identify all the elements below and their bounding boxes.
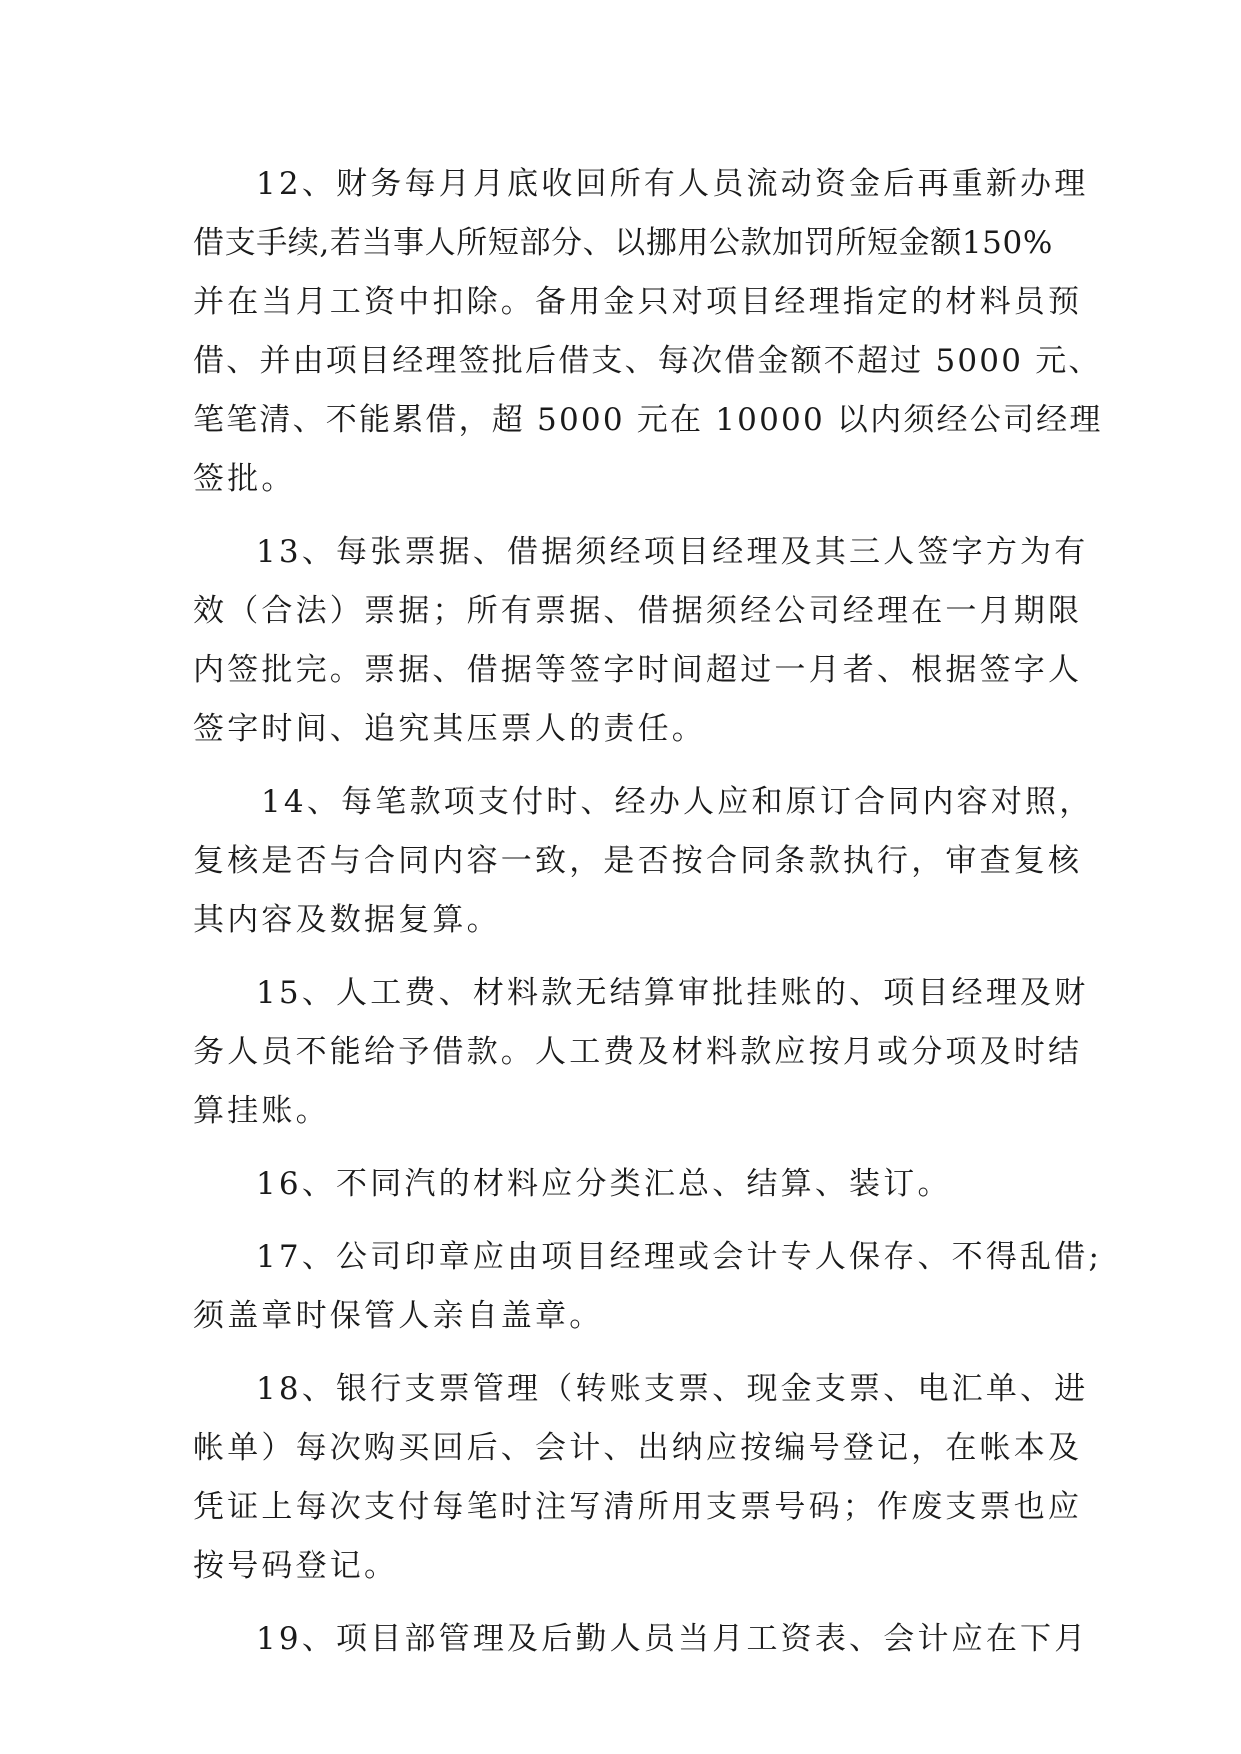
paragraph-13 xyxy=(193,523,1089,759)
paragraph-line: 并在当月工资中扣除。备用金只对项目经理指定的材料员预 xyxy=(193,284,1083,320)
paragraph-line: 按号码登记。 xyxy=(193,1548,399,1584)
paragraph-line: 15、人工费、材料款无结算审批挂账的、项目经理及财 xyxy=(256,975,1089,1011)
paragraph-line: 凭证上每次支付每笔时注写清所用支票号码；作废支票也应 xyxy=(193,1489,1083,1525)
paragraph-15 xyxy=(193,964,1089,1141)
paragraph-18 xyxy=(193,1360,1089,1596)
paragraph-14 xyxy=(193,773,1094,950)
paragraph-16 xyxy=(193,1155,1053,1214)
paragraph-line: 借支手续,若当事人所短部分、以挪用公款加罚所短金额150% xyxy=(193,225,1053,261)
document-body xyxy=(193,155,1103,1683)
paragraph-line: 13、每张票据、借据须经项目经理及其三人签字方为有 xyxy=(256,534,1089,570)
paragraph-line: 14、每笔款项支付时、经办人应和原订合同内容对照， xyxy=(261,784,1094,820)
paragraph-line: 16、不同汽的材料应分类汇总、结算、装订。 xyxy=(256,1166,952,1202)
paragraph-line: 帐单）每次购买回后、会计、出纳应按编号登记，在帐本及 xyxy=(193,1430,1083,1466)
paragraph-19 xyxy=(193,1610,1089,1669)
paragraph-line: 12、财务每月月底收回所有人员流动资金后再重新办理 xyxy=(256,166,1089,202)
paragraph-line: 笔笔清、不能累借，超 5000 元在 10000 以内须经公司经理 xyxy=(193,402,1103,438)
paragraph-line: 17、公司印章应由项目经理或会计专人保存、不得乱借; xyxy=(256,1239,1103,1275)
paragraph-line: 借、并由项目经理签批后借支、每次借金额不超过 5000 元、 xyxy=(193,343,1102,379)
paragraph-line: 务人员不能给予借款。人工费及材料款应按月或分项及时结 xyxy=(193,1034,1083,1070)
paragraph-line: 效（合法）票据；所有票据、借据须经公司经理在一月期限 xyxy=(193,593,1083,629)
paragraph-line: 签批。 xyxy=(193,461,296,497)
paragraph-line: 内签批完。票据、借据等签字时间超过一月者、根据签字人 xyxy=(193,652,1083,688)
paragraph-line: 签字时间、追究其压票人的责任。 xyxy=(193,711,706,747)
paragraph-line: 18、银行支票管理（转账支票、现金支票、电汇单、进 xyxy=(256,1371,1089,1407)
paragraph-line: 须盖章时保管人亲自盖章。 xyxy=(193,1298,604,1334)
paragraph-line: 复核是否与合同内容一致，是否按合同条款执行，审查复核 xyxy=(193,843,1083,879)
paragraph-17 xyxy=(193,1228,1103,1346)
paragraph-line: 其内容及数据复算。 xyxy=(193,902,501,938)
paragraph-line: 19、项目部管理及后勤人员当月工资表、会计应在下月 xyxy=(256,1621,1089,1657)
paragraph-12 xyxy=(193,155,1103,509)
paragraph-line: 算挂账。 xyxy=(193,1093,330,1129)
